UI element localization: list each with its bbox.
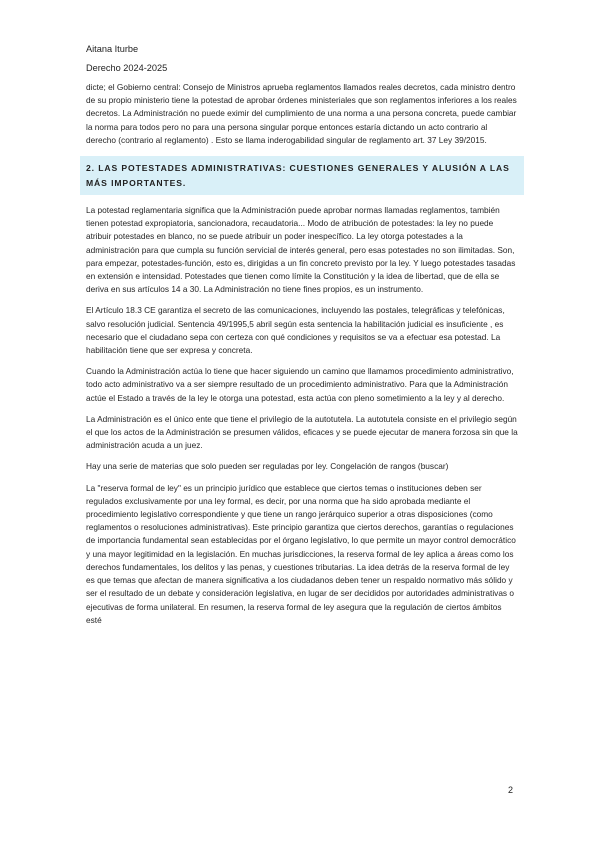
intro-paragraph: dicte; el Gobierno central: Consejo de Ministros aprueba reglamentos llamados reales decretos, cada ministro dentro de su propio ministerio tiene la potestad de aprobar órdenes ministeriales que son reglamentos inferiores a los reales decretos. La Administración no puede eximir del cumplimiento de una norma a una persona concreta, puede cambiar la norma para todos pero no para una persona singular porque entonces estaría dictando un acto contrario al derecho (contrario al reglamento) . Esto se llama inderogabilidad singular de reglamento art. 37 Ley 39/2015. bbox=[86, 82, 517, 145]
paragraph-materias-ley: Hay una serie de materias que solo pueden ser reguladas por ley. Congelación de rangos (buscar) bbox=[86, 461, 449, 472]
page-number: 2 bbox=[508, 785, 514, 795]
paragraph-potestad-reglamentaria: La potestad reglamentaria significa que la Administración puede aprobar normas llamadas reglamentos, también tienen potestad expropiatoria, sancionadora, recaudatoria... Modo de atribución de potestades: la ley no puede atribuir potestades en blanco, no se puede atribuir un poder inespecífico. La ley otorga potestades a la administración para que cumpla su función servicial de interés general, pero esas potestades no son ilimitadas. Son, para empezar, potestades-función, esto es, dirigidas a un fin concreto previsto por la ley. Y luego potestades tasadas en extensión e intensidad. Potestades que tienen como límite la Constitución y la idea de libertad, que de ella se deriva en sus artículos 14 a 30. La Administración no tiene fines propios, es un instrumento. bbox=[86, 205, 516, 295]
author-name: Aitana Iturbe bbox=[86, 44, 139, 54]
paragraph-procedimiento: Cuando la Administración actúa lo tiene que hacer siguiendo un camino que llamamos procedimiento administrativo, todo acto administrativo va a ser siempre resultado de un procedimiento administrativo. Para que la Administración actúe el Estado a través de la ley le otorga una potestad, esta actúa con pleno sometimiento a la ley y al derecho. bbox=[86, 366, 514, 403]
paragraph-articulo-18-3: El Artículo 18.3 CE garantiza el secreto de las comunicaciones, incluyendo las postales, telegráficas y telefónicas, salvo resolución judicial. Sentencia 49/1995,5 abril según esta sentencia la habilitación judicial es insuficiente , es necesario que el ciudadano sepa con certeza con qué condiciones y requisitos se va a efectuar esa potestad. La habilitación tiene que ser expresa y concreta. bbox=[86, 305, 505, 356]
page-header bbox=[86, 40, 167, 78]
paragraph-reserva-formal: La "reserva formal de ley" es un principio jurídico que establece que ciertos temas o instituciones deben ser regulados exclusivamente por una ley formal, es decir, por una norma que ha sido aprobada mediante el procedimiento legislativo correspondiente y que tiene un rango jerárquico superior a otras disposiciones (como reglamentos o resoluciones administrativas). Este principio garantiza que ciertos derechos, garantías o regulaciones de importancia fundamental sean establecidas por el órgano legislativo, lo que permite un mayor control democrático y una mayor legitimidad en la legislación. En muchas jurisdicciones, la reserva formal de ley aplica a áreas como los derechos fundamentales, los delitos y las penas, y cuestiones tributarias. La idea detrás de la reserva formal de ley es que temas que afectan de manera significativa a los ciudadanos deben tener un respaldo normativo más sólido y ser el resultado de un debate y consideración legislativa, en lugar de ser decididos por autoridades administrativas o ejecutivas de forma unilateral. En resumen, la reserva formal de ley asegura que la regulación de ciertos ámbitos esté bbox=[86, 482, 516, 625]
page-content bbox=[86, 81, 518, 635]
course-label: Derecho 2024-2025 bbox=[86, 63, 168, 73]
paragraph-autotutela: La Administración es el único ente que tiene el privilegio de la autotutela. La autotutela consiste en el privilegio según el que los actos de la Administración se presumen válidos, eficaces y se puede ejecutar de manera forzosa sin que la administración acuda a un juez. bbox=[86, 413, 518, 451]
section-heading: 2. LAS POTESTADES ADMINISTRATIVAS: CUESTIONES GENERALES Y ALUSIÓN A LAS MÁS IMPORTANTES. bbox=[80, 156, 524, 195]
